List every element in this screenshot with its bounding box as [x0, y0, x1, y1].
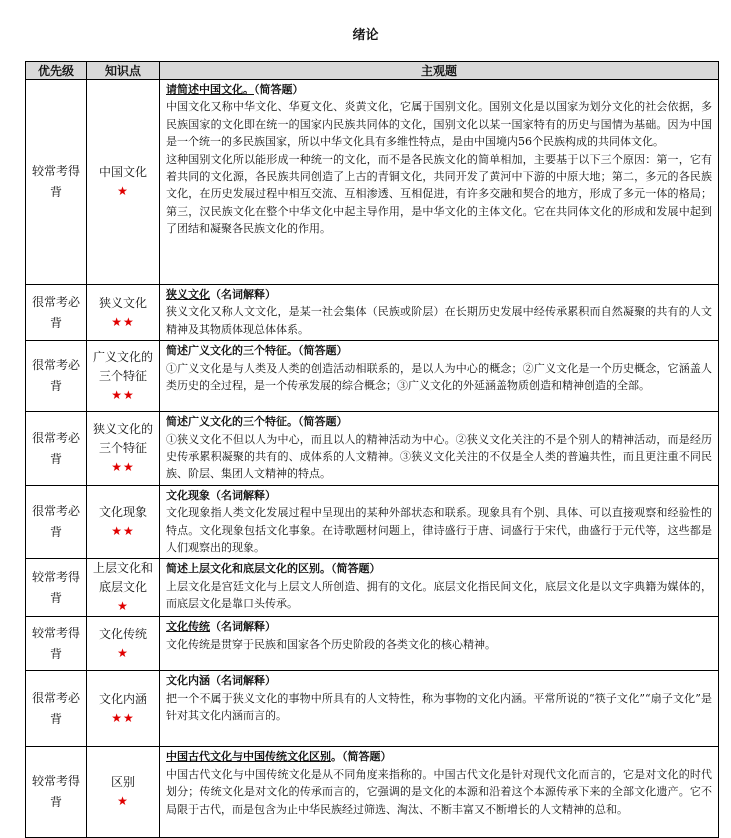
page-title: 绪论 [352, 28, 379, 43]
answer-cell [160, 559, 719, 617]
question-heading [166, 560, 712, 577]
star-rating: ★★ [111, 710, 135, 725]
knowledge-cell [87, 559, 160, 617]
answer-paragraph: 文化现象指人类文化发展过程中呈现出的某种外部状态和联系。现象具有个别、具体、可以直接观察和经验性的特点。文化现象包括文化事象。在诗歌题材问题上，律诗盛行于唐、词盛行于宋代，曲盛行于元代等，这些都是人们观察出的现象。 [166, 506, 712, 555]
answer-paragraph: 上层文化是宫廷文化与上层文人所创造、拥有的文化。底层文化指民间文化，底层文化是以文字典籍为媒体的，而底层文化是靠口头传承。 [166, 579, 712, 611]
table-row [26, 617, 719, 671]
star-rating: ★ [117, 645, 129, 660]
question-text: （简答题） [254, 83, 304, 96]
knowledge-cell [87, 747, 160, 838]
answer-cell [160, 617, 719, 671]
answer-paragraph: 中国古代文化与中国传统文化是从不同角度来指称的。中国古代文化是针对现代文化而言的，它是对文化的时代划分；传统文化是对文化的传承而言的，它强调的是文化的本源和沿着这个本源传承下来的全部文化遗产。它不局限于古代，而是包含为止中华民族经过筛选、淘汰、不断丰富又不断增长的人文精神的总和。 [166, 767, 712, 816]
question-text: 文化内涵（名词解释） [166, 674, 276, 688]
question-underlined: 狭义文化 [166, 288, 210, 301]
question-heading [166, 342, 712, 359]
priority-cell: 很常考必背 [26, 412, 87, 486]
knowledge-label: 狭义文化的三个特征 [92, 422, 153, 456]
question-heading [166, 286, 712, 303]
answer-cell [160, 485, 719, 559]
knowledge-cell [87, 485, 160, 559]
question-text: 简述广义文化的三个特征。（简答题） [166, 415, 348, 429]
knowledge-label: 文化内涵 [98, 691, 147, 706]
question-underlined: 中国古代文化与中国传统文化区别 [166, 750, 331, 764]
table-row [26, 80, 719, 285]
table-row [26, 285, 719, 341]
question-text: （名词解释） [210, 288, 276, 301]
answer-cell [160, 80, 719, 285]
star-rating: ★ [117, 794, 129, 809]
answer-paragraph: 把一个不属于狭义文化的事物中所具有的人文特性，称为事物的文化内涵。平常所说的“筷子文化”“扇子文化”是针对其文化内涵而言的。 [166, 691, 712, 723]
priority-cell: 较常考得背 [26, 617, 87, 671]
priority-cell: 较常考得背 [26, 747, 87, 838]
answer-paragraph: 文化传统是贯穿于民族和国家各个历史阶段的各类文化的核心精神。 [166, 637, 496, 651]
answer-paragraph: 狭义文化又称人文文化，是某一社会集体（民族或阶层）在长期历史发展中经传承累积而自然凝聚的共有的人文精神及其物质体现总体体系。 [166, 305, 712, 336]
answer-paragraph: 中国文化又称中华文化、华夏文化、炎黄文化，它属于国别文化。国别文化是以国家为划分文化的社会依据，多民族国家的文化即在统一的国家内民族共同体的文化，国别文化以某一国家特有的历史与国情为基础。因为中国是一个统一的多民族国家，所以中华文化具有多维性特点，是由中国境内56个民族构成的共同体文化。 [166, 100, 712, 149]
table-row [26, 559, 719, 617]
knowledge-cell [87, 412, 160, 486]
knowledge-label: 文化现象 [98, 505, 147, 520]
knowledge-label: 上层文化和底层文化 [92, 561, 153, 595]
star-rating: ★★ [111, 460, 135, 475]
knowledge-label: 狭义文化 [98, 295, 147, 310]
table-row [26, 671, 719, 747]
knowledge-cell [87, 671, 160, 747]
knowledge-cell [87, 341, 160, 412]
star-rating: ★★ [111, 524, 135, 539]
table-row [26, 747, 719, 838]
table-header-row [26, 62, 719, 80]
priority-cell: 很常考必背 [26, 671, 87, 747]
question-text: 简述上层文化和底层文化的区别。（简答题） [166, 562, 381, 576]
priority-cell: 很常考必背 [26, 485, 87, 559]
study-table [25, 61, 719, 838]
question-text: 。（简答题） [331, 750, 392, 764]
answer-cell [160, 341, 719, 412]
priority-cell: 较常考得背 [26, 559, 87, 617]
priority-cell: 很常考必背 [26, 285, 87, 341]
knowledge-cell [87, 285, 160, 341]
knowledge-label: 文化传统 [98, 626, 147, 641]
question-heading [166, 81, 712, 98]
question-heading [166, 487, 712, 504]
knowledge-label: 区别 [110, 775, 135, 790]
answer-cell [160, 412, 719, 486]
question-heading [166, 672, 712, 689]
table-row [26, 341, 719, 412]
table-row [26, 485, 719, 559]
question-underlined: 请简述中国文化。 [166, 83, 254, 96]
answer-cell [160, 671, 719, 747]
knowledge-cell [87, 80, 160, 285]
question-heading [166, 618, 712, 635]
answer-paragraph: ①狭义文化不但以人为中心，而且以人的精神活动为中心。②狭义文化关注的不是个别人的精神活动，而是经历史传承累积凝聚的共有的、成体系的人文精神。③狭义文化关注的不仅是全人类的普遍共性，而且更注重不同民族、阶层、集团人文精神的特点。 [166, 432, 712, 481]
star-rating: ★ [117, 184, 129, 198]
question-heading [166, 748, 712, 765]
knowledge-label: 中国文化 [98, 165, 147, 179]
header-priority: 优先级 [26, 62, 87, 80]
knowledge-cell [87, 617, 160, 671]
answer-cell [160, 285, 719, 341]
priority-cell: 较常考得背 [26, 80, 87, 285]
header-knowledge: 知识点 [87, 62, 160, 80]
star-rating: ★★ [111, 314, 135, 329]
answer-paragraph: 这种国别文化所以能形成一种统一的文化，而不是各民族文化的简单相加，主要基于以下三个原因：第一，它有着共同的文化源，各民族共同创造了上古的青铜文化，共同开发了黄河中下游的中原大地；第二，多元的各民族文化，在历史发展过程中相互交流、互相渗透、互相促进，有许多交融和契合的地方，形成了多元一体的格局；第三，汉民族文化在整个中华文化中起主导作用，是中华文化的主体文化。它在共同体文化的形成和发展中起到了团结和凝聚各民族文化的作用。 [166, 152, 712, 236]
star-rating: ★ [117, 599, 129, 614]
priority-cell: 很常考必背 [26, 341, 87, 412]
question-text: 文化现象（名词解释） [166, 488, 276, 502]
table-row [26, 412, 719, 486]
question-text: （名词解释） [210, 620, 276, 634]
knowledge-label: 广义文化的三个特征 [92, 349, 153, 383]
star-rating: ★★ [111, 387, 135, 402]
header-main: 主观题 [160, 62, 719, 80]
answer-cell [160, 747, 719, 838]
question-underlined: 文化传统 [166, 620, 210, 634]
answer-paragraph: ①广义文化是与人类及人类的创造活动相联系的，是以人为中心的概念；②广义文化是一个历史概念，它涵盖人类历史的全过程，是一个传承发展的综合概念；③广义文化的外延涵盖物质创造和精神创造的全部。 [166, 361, 712, 393]
question-heading [166, 413, 712, 430]
question-text: 简述广义文化的三个特征。（简答题） [166, 344, 348, 358]
